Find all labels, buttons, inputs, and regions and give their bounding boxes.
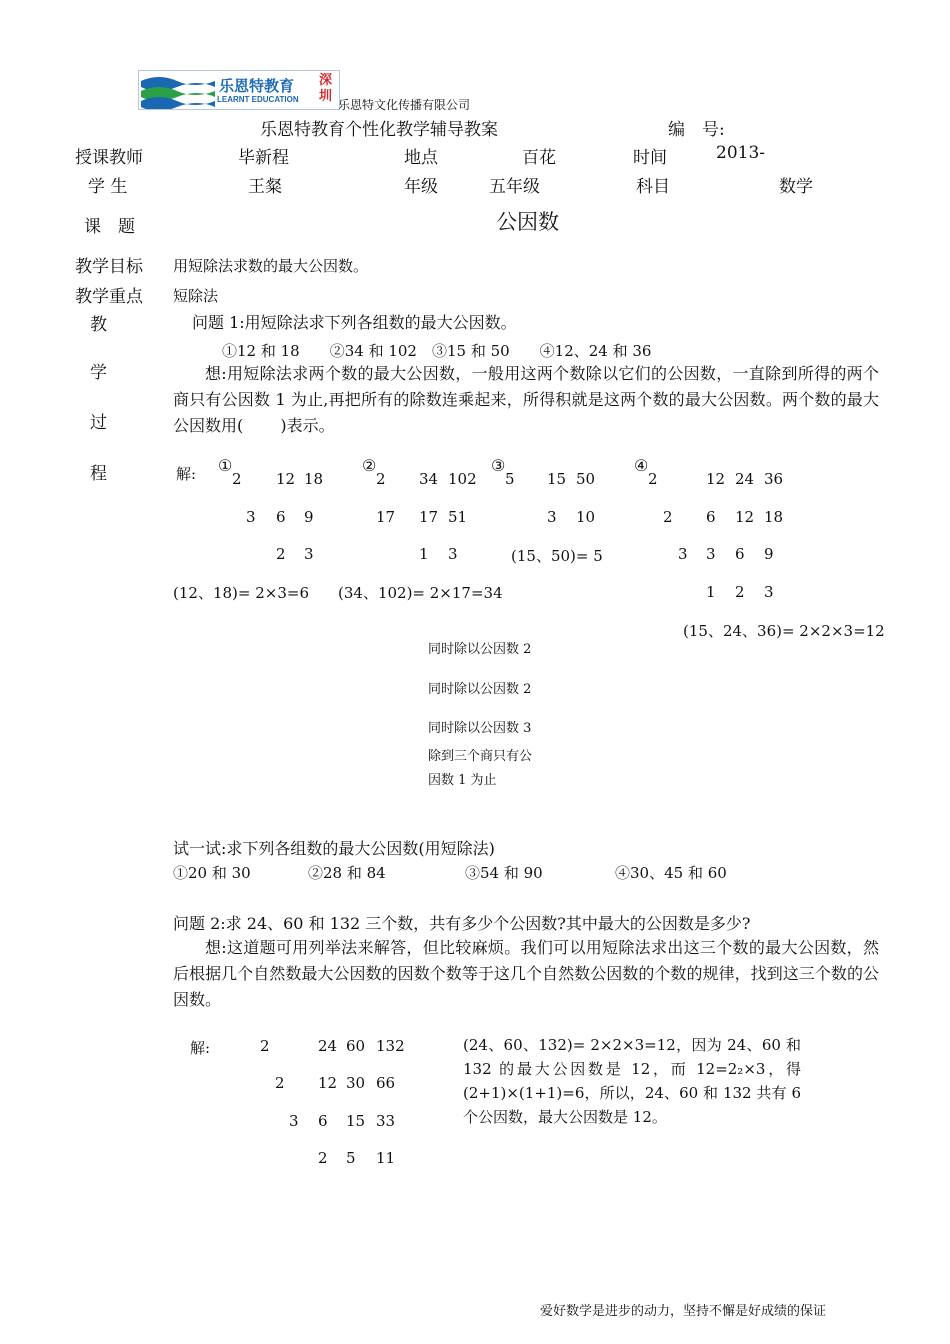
topic-value: 公因数 xyxy=(496,210,559,234)
calc4-number: 3 xyxy=(706,545,716,563)
problem2-explanation: (24、60、132)= 2×2×3=12，因为 24、60 和 132 的最大公因数是 12，而 12=2₂×3，得(2+1)×(1+1)=6，所以，24、60 和 132 共有 6 个公因数，最大公因数是 12。 xyxy=(463,1036,801,1126)
calc2-result: (34、102)= 2×17=34 xyxy=(338,584,503,602)
calc1-result: (12、18)= 2×3=6 xyxy=(173,584,309,602)
place-value: 百花 xyxy=(522,148,556,168)
try-item: ④30、45 和 60 xyxy=(615,864,727,882)
calc3-number: 3 xyxy=(547,508,557,526)
calc5-number: 33 xyxy=(376,1112,396,1130)
calc4-number: 1 xyxy=(706,583,716,601)
problem1-heading xyxy=(192,310,517,333)
problem1-think: 想:用短除法求两个数的最大公因数，一般用这两个数除以它们的公因数，一直除到所得的两个商只有公因数 1 为止,再把所有的除数连乘起来，所得积就是这两个数的最大公因数。两个数的最大公因数用( )表示。 xyxy=(173,364,879,435)
calc4-result: (15、24、36)= 2×2×3=12 xyxy=(683,622,885,640)
calc4-divisor: 2 xyxy=(663,508,673,526)
goal-label: 教学目标 xyxy=(75,257,143,277)
company-logo xyxy=(138,70,340,110)
calc1-divisor: 2 xyxy=(232,470,242,488)
key-label: 教学重点 xyxy=(75,287,143,307)
logo-chinese-name: 乐恩特教育 xyxy=(219,77,295,95)
calc3-divisor: 5 xyxy=(505,470,515,488)
calc1-number: 9 xyxy=(304,508,314,526)
calc3-number: 10 xyxy=(576,508,596,526)
calc-note: 同时除以公因数 2 xyxy=(428,682,532,697)
calc5-number: 15 xyxy=(346,1112,366,1130)
calc-note: 同时除以公因数 3 xyxy=(428,721,532,736)
footer-motto: 爱好数学是进步的动力，坚持不懈是好成绩的保证 xyxy=(540,1304,827,1319)
calc4-divisor: 3 xyxy=(678,545,688,563)
problem1-label: 问题 1 xyxy=(192,313,240,332)
problem2-heading xyxy=(173,911,750,934)
student-label: 学 生 xyxy=(88,177,128,197)
calc1-number: 3 xyxy=(304,545,314,563)
calc-mark-3: ③ xyxy=(491,456,506,475)
calc1-divisor: 3 xyxy=(246,508,256,526)
subject-label: 科目 xyxy=(636,177,670,197)
calc5-number: 6 xyxy=(318,1112,328,1130)
process-char-4: 程 xyxy=(90,464,107,484)
logo-english-name: LEARNT EDUCATION xyxy=(217,95,299,104)
time-label: 时间 xyxy=(633,148,667,168)
calc2-number: 1 xyxy=(419,545,429,563)
grade-label: 年级 xyxy=(404,177,438,197)
calc2-number: 102 xyxy=(448,470,477,488)
time-value: 2013- xyxy=(716,143,766,163)
calc4-number: 6 xyxy=(735,545,745,563)
try-item: ①20 和 30 xyxy=(173,864,251,882)
calc4-number: 9 xyxy=(764,545,774,563)
teacher-label: 授课教师 xyxy=(75,148,143,168)
key-value: 短除法 xyxy=(173,287,219,305)
calc5-number: 2 xyxy=(318,1149,328,1167)
calc1-number: 6 xyxy=(276,508,286,526)
calc4-number: 24 xyxy=(735,470,755,488)
calc5-number: 11 xyxy=(376,1149,396,1167)
try-item: ③54 和 90 xyxy=(465,864,543,882)
problem2-label: 问题 2 xyxy=(173,914,221,933)
calc4-number: 18 xyxy=(764,508,784,526)
grade-value: 五年级 xyxy=(489,177,540,197)
goal-value: 用短除法求数的最大公因数。 xyxy=(173,257,369,275)
calc5-number: 132 xyxy=(376,1037,405,1055)
calc2-number: 3 xyxy=(448,545,458,563)
number-label: 编 号: xyxy=(668,120,725,140)
calc1-number: 2 xyxy=(276,545,286,563)
calc3-number: 15 xyxy=(547,470,567,488)
calc4-number: 12 xyxy=(735,508,755,526)
teacher-name: 毕新程 xyxy=(238,148,289,168)
calc2-number: 34 xyxy=(419,470,439,488)
calc5-number: 30 xyxy=(346,1074,366,1092)
calc4-divisor: 2 xyxy=(648,470,658,488)
process-char-1: 教 xyxy=(90,315,107,335)
calc4-number: 6 xyxy=(706,508,716,526)
calc-note: 同时除以公因数 2 xyxy=(428,642,532,657)
calc-note: 因数 1 为止 xyxy=(428,773,497,788)
process-char-2: 学 xyxy=(90,363,107,383)
student-name: 王粲 xyxy=(248,177,282,197)
logo-wave-icon xyxy=(139,71,217,109)
calc-mark-4: ④ xyxy=(634,456,649,475)
calc4-number: 2 xyxy=(735,583,745,601)
document-title: 乐恩特教育个性化教学辅导教案 xyxy=(260,120,498,140)
calc2-divisor: 17 xyxy=(376,508,396,526)
problem2-solve-label: 解: xyxy=(190,1039,211,1057)
problem2-text: :求 24、60 和 132 三个数，共有多少个公因数?其中最大的公因数是多少? xyxy=(220,914,751,933)
calc5-number: 60 xyxy=(346,1037,366,1055)
company-name: 乐恩特文化传播有限公司 xyxy=(338,98,471,112)
process-char-3: 过 xyxy=(90,413,107,433)
calc2-divisor: 2 xyxy=(376,470,386,488)
problem1-solve-label: 解: xyxy=(176,465,197,483)
calc-mark-1: ① xyxy=(218,456,233,475)
try-item: ②28 和 84 xyxy=(308,864,386,882)
calc5-number: 24 xyxy=(318,1037,338,1055)
calc4-number: 36 xyxy=(764,470,784,488)
calc5-divisor: 2 xyxy=(260,1037,270,1055)
calc2-number: 17 xyxy=(419,508,439,526)
calc5-number: 5 xyxy=(346,1149,356,1167)
calc2-number: 51 xyxy=(448,508,468,526)
calc5-number: 66 xyxy=(376,1074,396,1092)
calc3-result: (15、50)= 5 xyxy=(511,547,603,565)
calc5-divisor: 2 xyxy=(275,1074,285,1092)
topic-label: 课 题 xyxy=(84,217,135,237)
calc4-number: 12 xyxy=(706,470,726,488)
calc3-number: 50 xyxy=(576,470,596,488)
problem1-items: ①12 和 18 ②34 和 102 ③15 和 50 ④12、24 和 36 xyxy=(222,342,652,360)
calc4-number: 3 xyxy=(764,583,774,601)
problem2-think: 想:这道题可用列举法来解答，但比较麻烦。我们可以用短除法求出这三个数的最大公因数，然后根据几个自然数最大公因数的因数个数等于这几个自然数公因数的个数的规律，找到这三个数的公因数。 xyxy=(173,938,879,1009)
calc-note: 除到三个商只有公 xyxy=(428,749,533,764)
calc5-number: 12 xyxy=(318,1074,338,1092)
calc1-number: 18 xyxy=(304,470,324,488)
subject-value: 数学 xyxy=(779,177,813,197)
problem1-text: :用短除法求下列各组数的最大公因数。 xyxy=(239,313,517,332)
calc1-number: 12 xyxy=(276,470,296,488)
try-heading: 试一试:求下列各组数的最大公因数(用短除法) xyxy=(173,839,495,858)
place-label: 地点 xyxy=(404,148,438,168)
logo-city: 深圳 xyxy=(319,73,333,104)
calc5-divisor: 3 xyxy=(289,1112,299,1130)
calc-mark-2: ② xyxy=(362,456,377,475)
